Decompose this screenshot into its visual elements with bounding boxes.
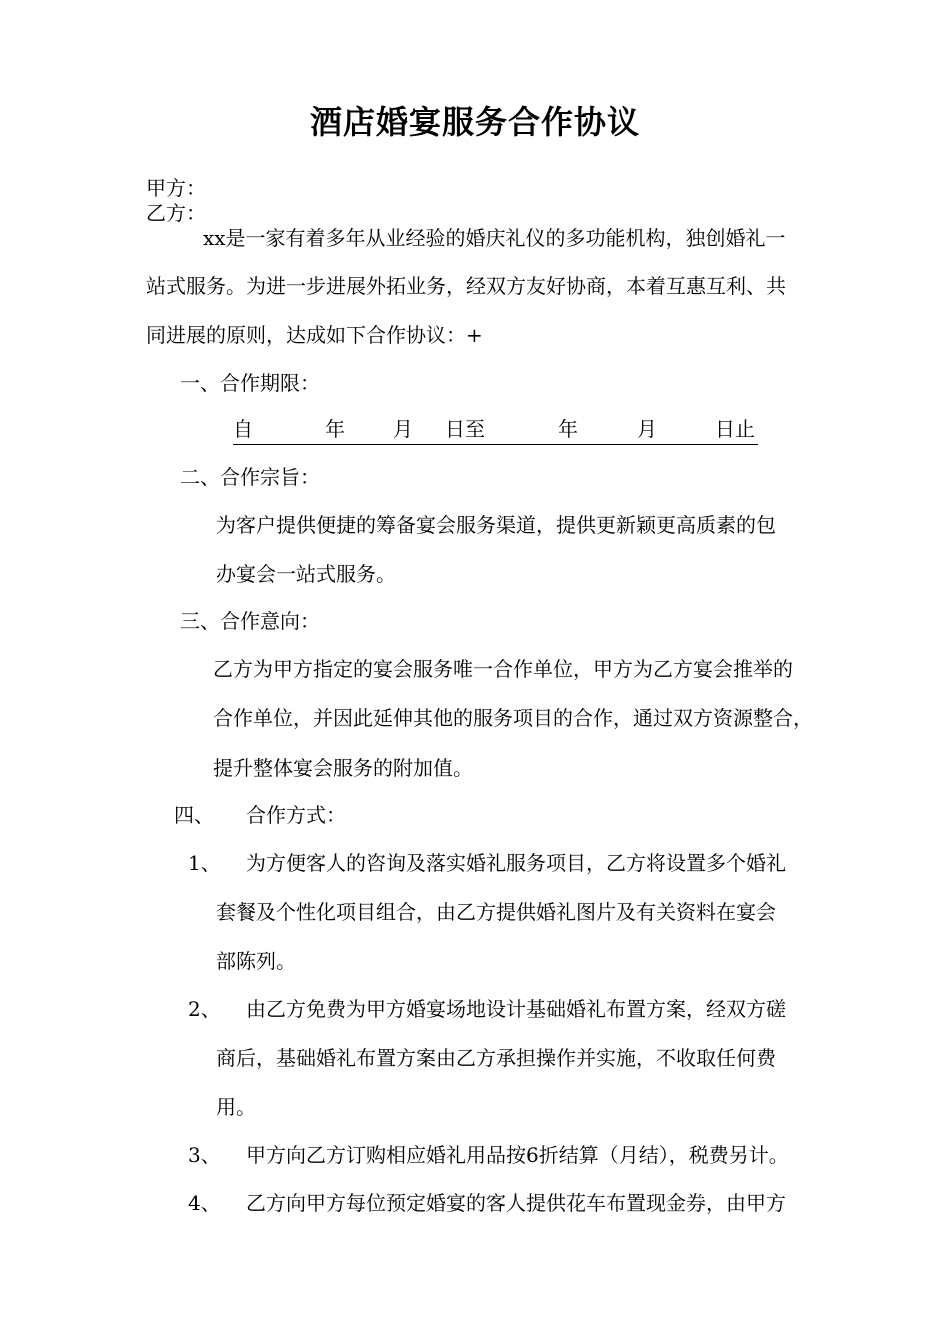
date-part-day-to: 日至	[445, 417, 485, 441]
section-3-heading: 三、合作意向：	[180, 609, 320, 633]
section-3-line-1: 乙方为甲方指定的宴会服务唯一合作单位，甲方为乙方宴会推举的	[213, 657, 793, 681]
date-part-month-2: 月	[637, 417, 657, 441]
document-title: 酒店婚宴服务合作协议	[309, 103, 640, 141]
section-2-heading: 二、合作宗旨：	[180, 465, 320, 489]
date-part-month-1: 月	[393, 417, 413, 441]
item-1-line-3: 部陈列。	[216, 949, 296, 973]
intro-line-3: 同进展的原则，达成如下合作协议：+	[146, 323, 483, 347]
section-4-heading: 合作方式：	[246, 803, 346, 827]
date-part-year-2: 年	[558, 417, 578, 441]
section-4-number: 四、	[174, 803, 214, 827]
item-3-line-1: 甲方向乙方订购相应婚礼用品按6折结算（月结），税费另计。	[246, 1143, 789, 1167]
item-2-line-2: 商后，基础婚礼布置方案由乙方承担操作并实施，不收取任何费	[216, 1046, 776, 1070]
item-4-line-1: 乙方向甲方每位预定婚宴的客人提供花车布置现金券，由甲方	[246, 1191, 786, 1215]
item-3-number: 3、	[188, 1143, 221, 1167]
date-part-from: 自	[233, 417, 253, 441]
section-1-heading: 一、合作期限：	[180, 371, 320, 395]
item-2-line-1: 由乙方免费为甲方婚宴场地设计基础婚礼布置方案，经双方磋	[246, 997, 786, 1021]
intro-line-1: xx是一家有着多年从业经验的婚庆礼仪的多功能机构，独创婚礼一	[203, 226, 786, 250]
intro-line-2: 站式服务。为进一步进展外拓业务，经双方友好协商，本着互惠互利、共	[146, 274, 786, 298]
item-1-line-1: 为方便客人的咨询及落实婚礼服务项目，乙方将设置多个婚礼	[246, 851, 786, 875]
item-2-line-3: 用。	[216, 1095, 256, 1119]
item-2-number: 2、	[188, 997, 221, 1021]
date-part-year-1: 年	[325, 417, 345, 441]
item-1-line-2: 套餐及个性化项目组合，由乙方提供婚礼图片及有关资料在宴会	[216, 900, 776, 924]
item-4-number: 4、	[188, 1191, 221, 1215]
section-3-line-3: 提升整体宴会服务的附加值。	[213, 756, 473, 780]
party-a-label: 甲方：	[146, 176, 206, 200]
item-1-number: 1、	[188, 851, 221, 875]
party-b-label: 乙方：	[146, 201, 206, 225]
section-2-line-1: 为客户提供便捷的筹备宴会服务渠道，提供更新颖更高质素的包	[216, 513, 776, 537]
section-3-line-2: 合作单位，并因此延伸其他的服务项目的合作，通过双方资源整合，	[213, 706, 813, 730]
date-part-day-end: 日止	[715, 417, 755, 441]
section-2-line-2: 办宴会一站式服务。	[216, 562, 396, 586]
cooperation-period-date-line	[233, 416, 758, 445]
